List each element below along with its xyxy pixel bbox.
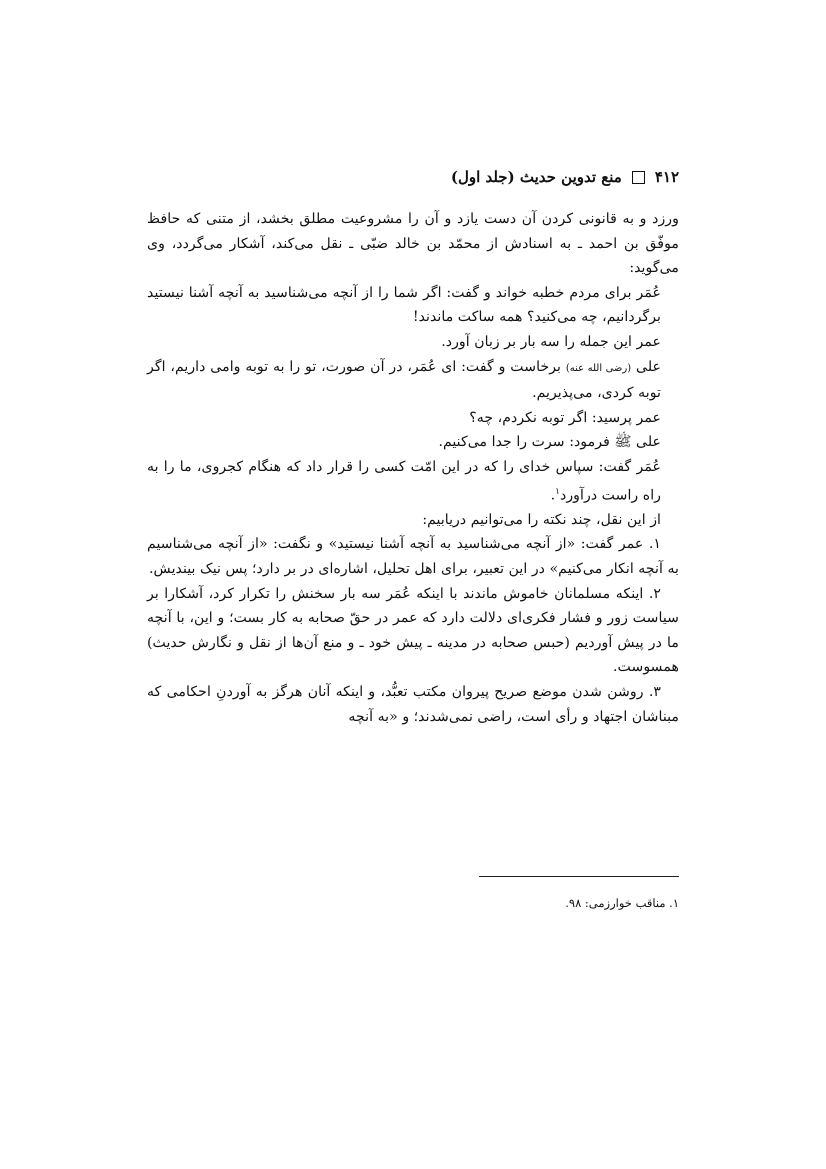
text-line: عمر پرسید: اگر توبه نکردم، چه؟ xyxy=(469,409,661,426)
text-line: آشکار می‌گردد، وی می‌گوید: xyxy=(147,235,679,277)
honorific-note: (رضی الله عنه) xyxy=(565,362,632,374)
text-line: احکامی که مبناشان اجتهاد و رأی است، راضی نمی‌شدند؛ و «به آنچه xyxy=(147,684,679,725)
text-line: برخاست و گفت: ای عُمَر، در آن صورت، تو را xyxy=(289,358,561,375)
text-line: ۳. روشن شدن موضع صریح پیروان مکتب تعبُّد، و اینکه آنان هرگز به آوردنِ xyxy=(216,684,662,701)
text-line: دارد؛ پس نیک بیندیش. xyxy=(149,561,280,578)
footnote-divider xyxy=(479,876,679,877)
text-line: به آنچه آشنا نیستید برگردانیم، چه می‌کنید؟ همه ساکت ماندند! xyxy=(147,284,661,326)
square-bullet-icon xyxy=(632,171,645,184)
page-body xyxy=(147,165,679,729)
text-line: ورزد و به قانونی کردن آن دست یازد و آن را مشروعیت مطلق بخشد، از متنی xyxy=(205,211,680,227)
point-1 xyxy=(147,532,679,581)
book-title: منع تدوین حدیث (جلد اول) xyxy=(450,168,622,186)
page-number: ۴۱۲ xyxy=(654,168,679,186)
text-line: خود ـ و منع آن‌ها از نقل و نگارش حدیث) همسوست. xyxy=(147,634,679,676)
text-line: علی xyxy=(636,358,661,375)
text-line: ۱. عمر گفت: «از آنچه می‌شناسید به آنچه آشنا نیستید» و نگفت: «از آنچه xyxy=(218,536,661,553)
text-line: هنگام کجروی، ما را به راه راست درآورد xyxy=(147,458,661,504)
text-line: آشکارا بر سیاست زور و فشار فکری‌ای دلالت دارد که عمر در حقّ صحابه به xyxy=(147,585,679,627)
text-line: که حافظ موفّق بن احمد ـ به اسنادش از محمّد بن خالد ضبّی ـ نقل می‌کند، xyxy=(147,211,679,252)
footnote-marker[interactable]: ۱ xyxy=(555,486,560,497)
running-header xyxy=(147,165,679,189)
quoted-narration: عُمَر برای مردم خطبه خواند و گفت: اگر شما را از آنچه می‌شناسید به آنچه آشنا نیستید برگردانیم، چه می‌کنید؟ همه ساکت ماندند! عمر این جمله را سه بار بر زبان آورد. علی (رضی الله عنه) برخاست و گفت: ای عُمَر، در آن صورت، تو را به توبه وامی داریم، اگر توبه کردی، می‌پذیریم. عمر پرسید: اگر توبه نکردم، چه؟ علی ﷺ فرمود: سرت را جدا می‌کنیم. عُمَر گفت: سپاس خدای را که در این امّت کسی را قرار داد که هنگام کجروی، ما را به راه راست درآورد$^۱$. xyxy=(147,284,662,504)
footnote: ۱. مناقب خوارزمی: ۹۸. xyxy=(565,896,679,910)
text-line: کار بست؛ و این، با آنچه ما در پیش آوردیم (حبس صحابه در مدینه ـ پیش xyxy=(147,610,679,651)
lead-in: از این نقل، چند نکته را می‌توانیم دریابیم: xyxy=(422,511,661,528)
text-line: ۲. اینکه مسلمانان خاموش ماندند با اینکه عُمَر سه بار سخنش را تکرار کرد، xyxy=(208,585,662,602)
text-line: علی ﷺ فرمود: سرت را جدا می‌کنیم. xyxy=(438,434,661,451)
text-line: عُمَر برای مردم خطبه خواند و گفت: اگر شما را از آنچه می‌شناسید xyxy=(264,284,661,301)
text-line: به توبه وامی داریم، اگر توبه کردی، می‌پذیریم. xyxy=(147,358,661,402)
intro-paragraph xyxy=(147,207,679,281)
text-line: می‌شناسیم به آنچه انکار می‌کنیم» در این تعبیر، برای اهل تحلیل، اشاره‌ای در بر xyxy=(147,536,679,578)
text-line: عمر این جمله را سه بار بر زبان آورد. xyxy=(441,333,661,350)
point-2 xyxy=(147,582,679,680)
text-line: عُمَر گفت: سپاس خدای را که در این امّت کسی را قرار داد که xyxy=(286,458,662,475)
point-3 xyxy=(147,680,679,729)
